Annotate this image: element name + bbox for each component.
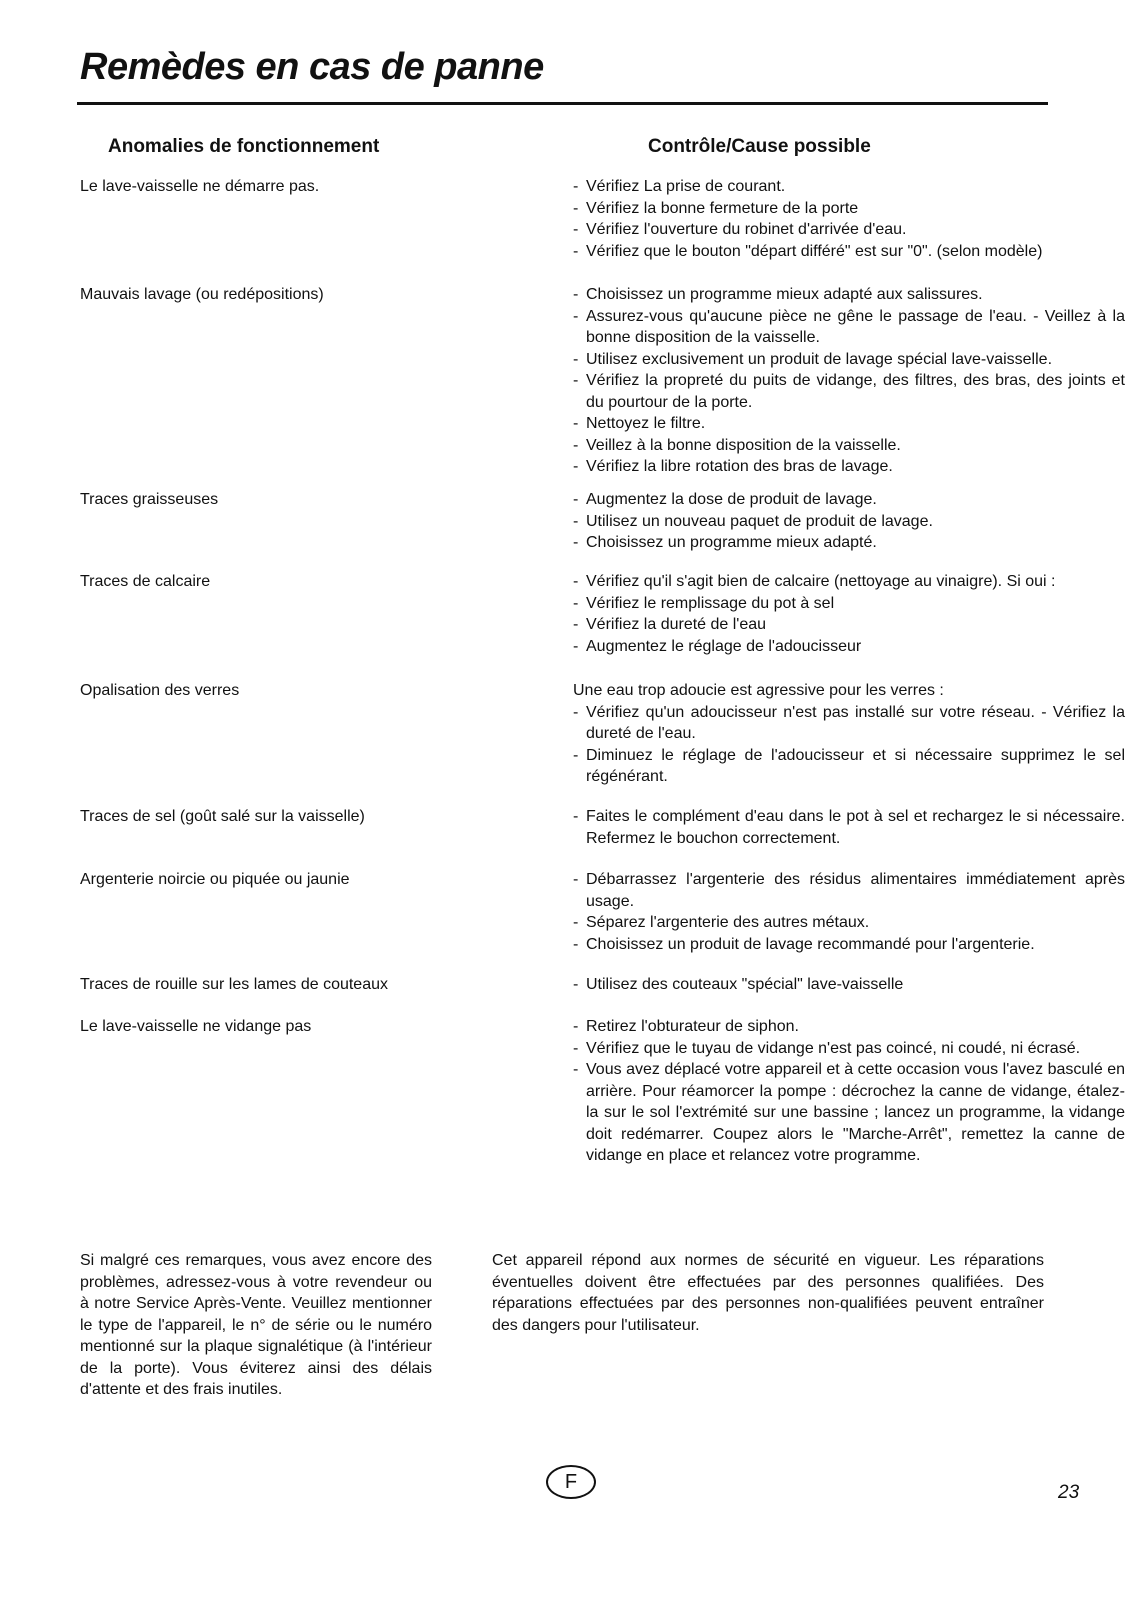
table-row (80, 489, 1046, 554)
list-item (573, 636, 1125, 658)
bullet-dash: - (573, 914, 579, 931)
bullet-dash: - (573, 703, 579, 721)
list-item (573, 306, 1125, 349)
bullet-dash: - (573, 178, 579, 195)
bullet-dash: - (573, 458, 579, 475)
cause-text: Choisissez un produit de lavage recommandé pour l'argenterie. (586, 935, 1035, 953)
cause-text: Vérifiez l'ouverture du robinet d'arrivée d'eau. (586, 221, 907, 238)
bullet-dash: - (573, 221, 579, 238)
list-item (573, 593, 1125, 615)
cause-text: Choisissez un programme mieux adapté aux salissures. (586, 286, 983, 303)
bullet-dash: - (573, 1061, 579, 1078)
cause-text: Utilisez des couteaux "spécial" lave-vaisselle (586, 976, 904, 993)
list-item (573, 806, 1125, 849)
bullet-dash: - (573, 372, 579, 389)
footer-service-note: Si malgré ces remarques, vous avez encore des problèmes, adressez-vous à votre revendeur ou à notre Service Après-Vente. Veuillez mentionner le type de l'appareil, le n° de série ou le numéro mentionné sur la plaque signalétique (à l'intérieur de la porte). Vous éviterez ainsi des délais d'attente et des frais inutiles. (80, 1252, 432, 1398)
cause-text: Assurez-vous qu'aucune pièce ne gêne le passage de l'eau. - Veillez à la bonne disposition de la vaisselle. (586, 307, 1125, 346)
bullet-dash: - (573, 616, 579, 633)
cause-list (573, 284, 1125, 478)
page-title: Remèdes en cas de panne (80, 46, 544, 88)
cause-text: Diminuez le réglage de l'adoucisseur et si nécessaire supprimez le sel régénérant. (586, 746, 1125, 785)
list-item (573, 456, 1125, 478)
cause-list (573, 489, 1125, 554)
footer-safety-note: Cet appareil répond aux normes de sécurité en vigueur. Les réparations éventuelles doivent être effectuées par des personnes qualifiées. Des réparations effectuées par des personnes non-qualifiées peuvent entraîner des dangers pour l'utilisateur. (492, 1252, 1044, 1334)
anomaly-label: Traces graisseuses (80, 491, 219, 508)
bullet-dash: - (573, 534, 579, 551)
cause-text: Nettoyez le filtre. (586, 415, 706, 432)
bullet-dash: - (573, 199, 579, 217)
bullet-dash: - (573, 286, 579, 303)
cause-text: Utilisez exclusivement un produit de lavage spécial lave-vaisselle. (586, 350, 1053, 368)
cause-text: Vérifiez la propreté du puits de vidange, des filtres, des bras, des joints et du pourtour de la porte. (586, 372, 1125, 411)
cause-text: Vous avez déplacé votre appareil et à cette occasion vous l'avez basculé en arrière. Pour réamorcer la pompe : décrochez la canne de vidange, étalez-la sur le sol l'extrémité sur une bassine ; lancez un programme, la vidange doit redémarrer. Coupez alors le "Marche-Arrêt", remettez la canne de vidange en place et relancez votre programme. (586, 1061, 1125, 1164)
table-row (80, 176, 1046, 262)
list-item (573, 571, 1125, 593)
cause-text: Choisissez un programme mieux adapté. (586, 534, 877, 551)
table-row (80, 974, 1046, 996)
list-item (573, 413, 1125, 435)
language-badge-icon (546, 1465, 596, 1499)
list-item (573, 614, 1125, 636)
bullet-dash: - (573, 415, 579, 432)
cause-text: Augmentez la dose de produit de lavage. (586, 491, 877, 508)
cause-text: Vérifiez le remplissage du pot à sel (586, 594, 835, 612)
list-item (573, 745, 1125, 788)
cause-text: Retirez l'obturateur de siphon. (586, 1018, 799, 1035)
cause-list (573, 974, 1125, 996)
column-header-causes: Contrôle/Cause possible (648, 136, 871, 157)
list-item (573, 702, 1125, 745)
list-item (573, 349, 1125, 371)
table-row (80, 571, 1056, 657)
cause-list (573, 680, 1125, 788)
cause-text: Vérifiez que le tuyau de vidange n'est pas coincé, ni coudé, ni écrasé. (586, 1039, 1081, 1057)
anomaly-label: Le lave-vaisselle ne démarre pas. (80, 178, 320, 195)
cause-list (573, 176, 1125, 262)
anomaly-label: Traces de sel (goût salé sur la vaisselle) (80, 808, 365, 825)
cause-text: Vérifiez la bonne fermeture de la porte (586, 199, 859, 217)
anomaly-label: Traces de calcaire (80, 573, 211, 590)
page-number: 23 (1058, 1482, 1080, 1503)
list-item (573, 435, 1125, 457)
bullet-dash: - (573, 976, 579, 993)
list-item (573, 1059, 1125, 1167)
bullet-dash: - (573, 436, 579, 454)
list-item (573, 489, 1125, 511)
bullet-dash: - (573, 491, 579, 508)
list-item (573, 912, 1125, 934)
bullet-dash: - (573, 808, 579, 825)
list-item (573, 284, 1125, 306)
table-row (80, 869, 1125, 955)
cause-text: Augmentez le réglage de l'adoucisseur (586, 637, 862, 655)
bullet-dash: - (573, 350, 579, 368)
list-item (573, 532, 1125, 554)
list-item (573, 934, 1125, 956)
list-item (573, 511, 1125, 533)
list-item (573, 1016, 1125, 1038)
list-item (573, 974, 1125, 996)
list-item (573, 1038, 1125, 1060)
bullet-dash: - (573, 307, 579, 325)
table-row (80, 806, 1125, 849)
table-row (80, 680, 1125, 788)
bullet-dash: - (573, 512, 579, 530)
bullet-dash: - (573, 1039, 579, 1057)
cause-list (573, 1016, 1125, 1167)
cause-text: Débarrassez l'argenterie des résidus alimentaires immédiatement après usage. (586, 871, 1125, 910)
list-item (573, 241, 1125, 263)
cause-text: Vérifiez La prise de courant. (586, 178, 786, 195)
list-item (573, 198, 1125, 220)
bullet-dash: - (573, 594, 579, 612)
column-header-anomalies: Anomalies de fonctionnement (108, 136, 380, 157)
cause-text: Séparez l'argenterie des autres métaux. (586, 914, 870, 931)
cause-text: Vérifiez la libre rotation des bras de lavage. (586, 458, 893, 475)
table-row (80, 1016, 1125, 1167)
list-item (573, 219, 1125, 241)
title-divider (77, 102, 1048, 105)
cause-text: Veillez à la bonne disposition de la vaisselle. (586, 436, 901, 454)
bullet-dash: - (573, 935, 579, 953)
cause-text: Vérifiez qu'un adoucisseur n'est pas installé sur votre réseau. - Vérifiez la dureté de l'eau. (586, 703, 1125, 742)
cause-text: Vérifiez la dureté de l'eau (586, 616, 767, 633)
cause-list (573, 806, 1125, 849)
cause-intro: Une eau trop adoucie est agressive pour les verres : (573, 682, 944, 699)
anomaly-label: Mauvais lavage (ou redépositions) (80, 286, 324, 303)
bullet-dash: - (573, 573, 579, 590)
bullet-dash: - (573, 1018, 579, 1035)
bullet-dash: - (573, 242, 579, 260)
language-badge-label: F (564, 1470, 578, 1493)
cause-text: Vérifiez que le bouton "départ différé" est sur "0". (selon modèle) (586, 242, 1043, 260)
table-row (80, 284, 1125, 478)
anomaly-label: Le lave-vaisselle ne vidange pas (80, 1018, 312, 1035)
cause-text: Vérifiez qu'il s'agit bien de calcaire (nettoyage au vinaigre). Si oui : (586, 573, 1056, 590)
bullet-dash: - (573, 637, 579, 655)
list-item (573, 869, 1125, 912)
cause-list (573, 571, 1125, 657)
anomaly-label: Opalisation des verres (80, 682, 240, 699)
cause-text: Utilisez un nouveau paquet de produit de lavage. (586, 512, 933, 530)
anomaly-label: Argenterie noircie ou piquée ou jaunie (80, 871, 350, 888)
bullet-dash: - (573, 871, 579, 888)
list-item (573, 370, 1125, 413)
bullet-dash: - (573, 746, 579, 764)
anomaly-label: Traces de rouille sur les lames de couteaux (80, 976, 388, 993)
list-item (573, 176, 1125, 198)
cause-text: Faites le complément d'eau dans le pot à sel et rechargez le si nécessaire. Refermez le bouchon correctement. (586, 808, 1125, 847)
cause-list (573, 869, 1125, 955)
